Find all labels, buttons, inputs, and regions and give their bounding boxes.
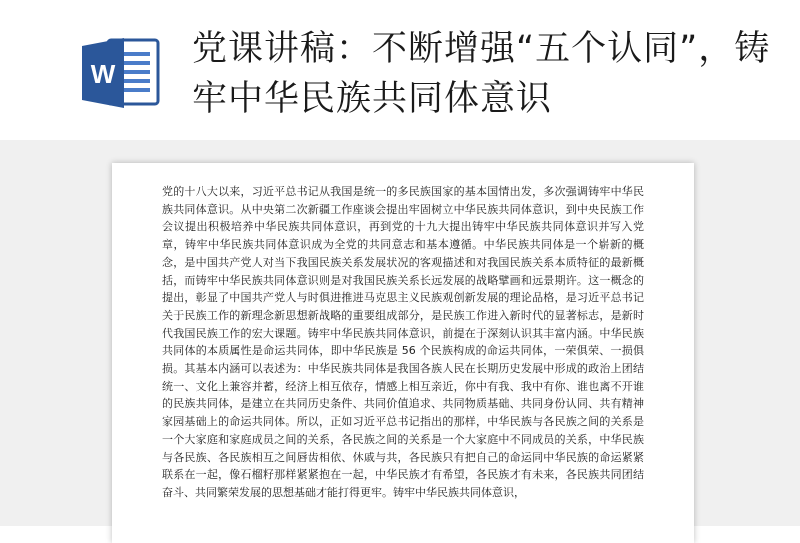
document-body — [162, 183, 644, 502]
document-page — [112, 163, 694, 543]
body-paragraph: 党的十八大以来，习近平总书记从我国是统一的多民族国家的基本国情出发，多次强调铸牢中华民族共同体意识。从中央第二次新疆工作座谈会提出牢固树立中华民族共同体意识，到中央民族工作会议提出积极培养中华民族共同体意识，再到党的十九大提出铸牢中华民族共同体意识并写入党章，铸牢中华民族共同体意识成为全党的共同意志和基本遵循。中华民族共同体是一个崭新的概念，是中国共产党人对当下我国民族关系发展状况的客观描述和对我国民族关系本质特征的最新概括，而铸牢中华民族共同体意识则是对我国民族关系长远发展的战略擘画和远景期许。这一概念的提出，彰显了中国共产党人与时俱进推进马克思主义民族观创新发展的理论品格，是习近平总书记关于民族工作的新理念新思想新战略的重要组成部分，是民族工作进入新时代的显著标志，是新时代我国民族工作的宏大课题。铸牢中华民族共同体意识，前提在于深刻认识其丰富内涵。中华民族共同体的本质属性是命运共同体，即中华民族是 56 个民族构成的命运共同体，一荣俱荣、一损俱损。其基本内涵可以表述为：中华民族共同体是我国各族人民在长期历史发展中形成的政治上团结统一、文化上兼容并蓄，经济上相互依存，情感上相互亲近，你中有我、我中有你、谁也离不开谁的民族共同体，是建立在共同历史条件、共同价值追求、共同物质基础、共同身份认同、共有精神家园基础上的命运共同体。所以，正如习近平总书记指出的那样，中华民族与各民族之间的关系是一个大家庭和家庭成员之间的关系，各民族之间的关系是一个大家庭中不同成员的关系，中华民族与各民族、各民族相互之间唇齿相依、休戚与共，各民族只有把自己的命运同中华民族的命运紧紧联系在一起，像石榴籽那样紧紧抱在一起，中华民族才有希望，各民族才有未来，各民族共同团结奋斗、共同繁荣发展的思想基础才能打得更牢。铸牢中华民族共同体意识， — [162, 185, 644, 499]
document-header — [0, 0, 800, 140]
document-title: 党课讲稿：不断增强“五个认同”，铸牢中华民族共同体意识 — [192, 29, 771, 119]
word-document-icon — [78, 30, 162, 114]
word-icon-letter: W — [90, 59, 116, 89]
